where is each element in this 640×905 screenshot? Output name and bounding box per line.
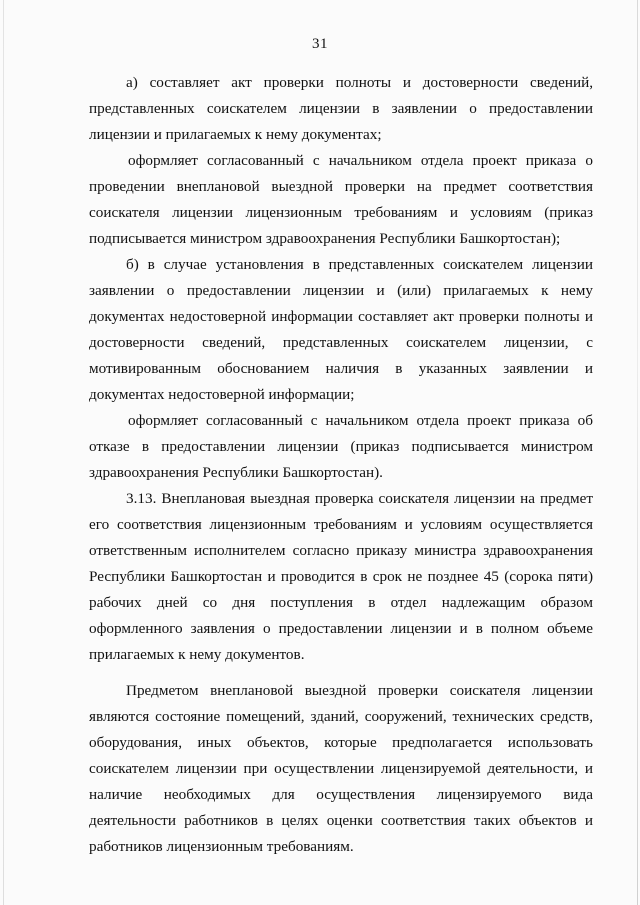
scan-edge-right bbox=[637, 0, 638, 905]
paragraph-b-order: оформляет согласованный с начальником отдела проект приказа об отказе в предоставлении лицензии (приказ подписывается министром здравоохранения Республики Башкортостан). bbox=[89, 412, 593, 481]
scan-edge-left bbox=[3, 0, 4, 905]
document-body bbox=[89, 70, 593, 860]
paragraph-a-order: оформляет согласованный с начальником отдела проект приказа о проведении внеплановой выездной проверки на предмет соответствия соискателя лицензии лицензионным требованиям и условиям (приказ подписывается министром здравоохранения Республики Башкортостан); bbox=[89, 152, 593, 247]
paragraph-inspection-subject: Предметом внеплановой выездной проверки соискателя лицензии являются состояние помещений, зданий, сооружений, технических средств, оборудования, иных объектов, которые предполагается использовать соискателем лицензии при осуществлении лицензируемой деятельности, и наличие необходимых для осуществления лицензируемого вида деятельности работников в целях оценки соответствия таких объектов и работников лицензионным требованиям. bbox=[89, 682, 593, 855]
paragraph-3-13: 3.13. Внеплановая выездная проверка соискателя лицензии на предмет его соответствия лицензионным требованиям и условиям осуществляется ответственным исполнителем согласно приказу министра здравоохранения Республики Башкортостан и проводится в срок не позднее 45 (сорока пяти) рабочих дней со дня поступления в отдел надлежащим образом оформленного заявления о предоставлении лицензии и в полном объеме прилагаемых к нему документов. bbox=[89, 490, 593, 663]
paragraph-a: а) составляет акт проверки полноты и достоверности сведений, представленных соискателем лицензии в заявлении о предоставлении лицензии и прилагаемых к нему документах; bbox=[89, 74, 593, 143]
page-number: 31 bbox=[312, 36, 328, 52]
paragraph-b: б) в случае установления в представленных соискателем лицензии заявлении о предоставлении лицензии и (или) прилагаемых к нему документах недостоверной информации составляет акт проверки полноты и достоверности сведений, представленных соискателем лицензии, с мотивированным обоснованием наличия в указанных заявлении и документах недостоверной информации; bbox=[89, 256, 593, 403]
